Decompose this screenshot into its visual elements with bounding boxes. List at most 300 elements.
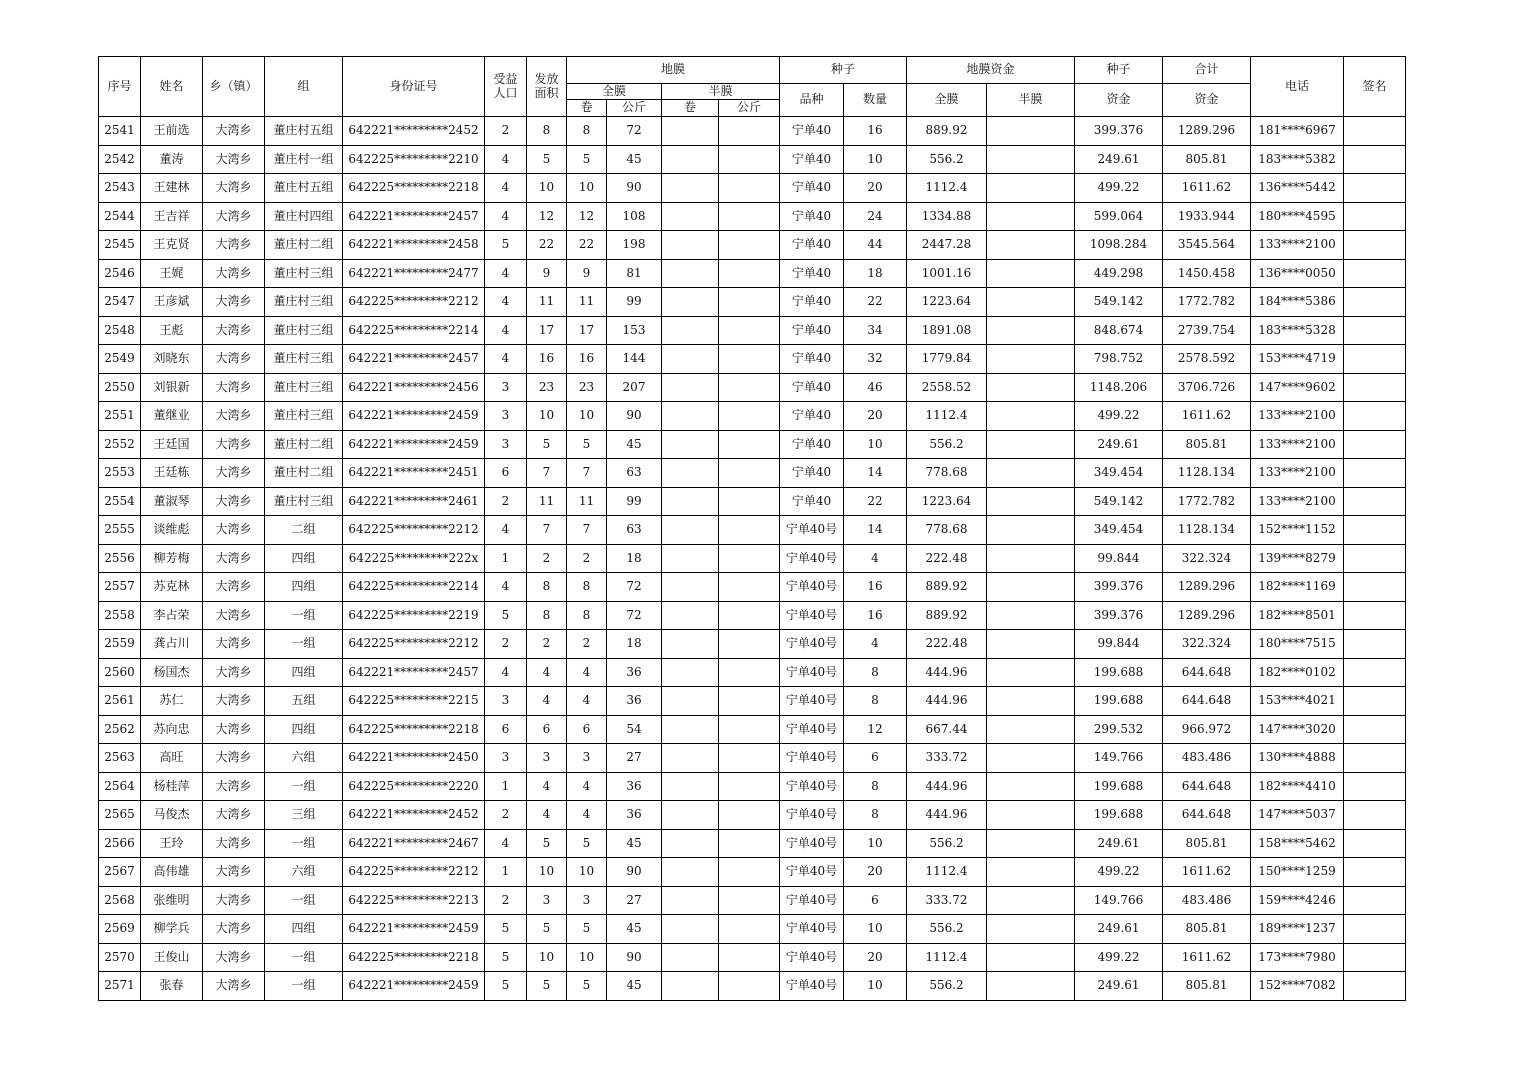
cell-township: 大湾乡 (203, 801, 265, 830)
cell-half-kg (719, 943, 780, 972)
cell-beneficiaries: 1 (485, 858, 527, 887)
table-row (99, 430, 1406, 459)
cell-township: 大湾乡 (203, 316, 265, 345)
cell-full-film-funds: 444.96 (907, 687, 987, 716)
cell-half-kg (719, 288, 780, 317)
cell-total-funds: 1611.62 (1163, 943, 1251, 972)
cell-half-kg (719, 259, 780, 288)
cell-beneficiaries: 5 (485, 231, 527, 260)
cell-group: 董庄村三组 (265, 316, 343, 345)
cell-quantity: 10 (844, 915, 907, 944)
cell-variety: 宁单40号 (780, 801, 844, 830)
cell-id-number: 642221*********2459 (343, 430, 485, 459)
cell-full-kg: 45 (607, 915, 662, 944)
cell-beneficiaries: 4 (485, 174, 527, 203)
header-seq: 序号 (99, 57, 141, 117)
cell-full-kg: 90 (607, 858, 662, 887)
cell-full-film-funds: 1001.16 (907, 259, 987, 288)
cell-full-roll: 8 (567, 117, 607, 146)
cell-area: 8 (527, 117, 567, 146)
cell-full-roll: 10 (567, 858, 607, 887)
cell-full-roll: 4 (567, 658, 607, 687)
cell-half-film-funds (987, 430, 1075, 459)
cell-quantity: 8 (844, 801, 907, 830)
cell-seq: 2557 (99, 573, 141, 602)
cell-full-roll: 9 (567, 259, 607, 288)
cell-half-kg (719, 744, 780, 773)
cell-phone: 153****4021 (1251, 687, 1344, 716)
cell-signature (1344, 430, 1406, 459)
cell-full-film-funds: 1112.4 (907, 402, 987, 431)
header-seed-funds-bottom: 资金 (1075, 84, 1163, 117)
cell-total-funds: 1772.782 (1163, 487, 1251, 516)
cell-quantity: 10 (844, 829, 907, 858)
cell-group: 四组 (265, 658, 343, 687)
cell-seed-funds: 399.376 (1075, 601, 1163, 630)
cell-area: 4 (527, 658, 567, 687)
table-row (99, 915, 1406, 944)
cell-id-number: 642221*********2461 (343, 487, 485, 516)
cell-half-roll (662, 231, 719, 260)
cell-name: 王廷国 (141, 430, 203, 459)
cell-quantity: 10 (844, 972, 907, 1001)
table-row (99, 573, 1406, 602)
cell-area: 5 (527, 829, 567, 858)
cell-signature (1344, 316, 1406, 345)
cell-total-funds: 644.648 (1163, 658, 1251, 687)
cell-quantity: 16 (844, 601, 907, 630)
cell-seq: 2568 (99, 886, 141, 915)
cell-seed-funds: 599.064 (1075, 202, 1163, 231)
cell-full-roll: 2 (567, 544, 607, 573)
cell-full-film-funds: 889.92 (907, 573, 987, 602)
cell-total-funds: 805.81 (1163, 915, 1251, 944)
cell-half-film-funds (987, 174, 1075, 203)
header-film-funds: 地膜资金 (907, 57, 1075, 84)
cell-half-film-funds (987, 744, 1075, 773)
cell-id-number: 642225*********2215 (343, 687, 485, 716)
cell-half-roll (662, 459, 719, 488)
cell-total-funds: 483.486 (1163, 886, 1251, 915)
cell-beneficiaries: 1 (485, 772, 527, 801)
cell-area: 4 (527, 687, 567, 716)
cell-half-kg (719, 630, 780, 659)
cell-quantity: 8 (844, 658, 907, 687)
cell-half-roll (662, 573, 719, 602)
cell-name: 谈维彪 (141, 516, 203, 545)
cell-variety: 宁单40 (780, 145, 844, 174)
cell-area: 11 (527, 487, 567, 516)
cell-total-funds: 1128.134 (1163, 459, 1251, 488)
cell-township: 大湾乡 (203, 772, 265, 801)
cell-full-kg: 45 (607, 145, 662, 174)
cell-id-number: 642221*********2477 (343, 259, 485, 288)
cell-full-kg: 108 (607, 202, 662, 231)
cell-half-roll (662, 972, 719, 1001)
cell-half-kg (719, 402, 780, 431)
cell-variety: 宁单40 (780, 117, 844, 146)
cell-half-film-funds (987, 231, 1075, 260)
cell-group: 三组 (265, 801, 343, 830)
cell-half-roll (662, 430, 719, 459)
cell-half-roll (662, 373, 719, 402)
cell-full-roll: 10 (567, 943, 607, 972)
cell-area: 5 (527, 915, 567, 944)
cell-total-funds: 1450.458 (1163, 259, 1251, 288)
cell-quantity: 14 (844, 516, 907, 545)
cell-full-roll: 11 (567, 288, 607, 317)
cell-seed-funds: 349.454 (1075, 516, 1163, 545)
cell-half-roll (662, 288, 719, 317)
cell-id-number: 642221*********2457 (343, 345, 485, 374)
cell-signature (1344, 772, 1406, 801)
cell-half-roll (662, 687, 719, 716)
cell-id-number: 642225*********2218 (343, 715, 485, 744)
cell-variety: 宁单40号 (780, 829, 844, 858)
cell-seed-funds: 449.298 (1075, 259, 1163, 288)
cell-quantity: 8 (844, 687, 907, 716)
cell-total-funds: 1611.62 (1163, 858, 1251, 887)
cell-full-roll: 8 (567, 601, 607, 630)
cell-half-film-funds (987, 117, 1075, 146)
cell-full-film-funds: 889.92 (907, 601, 987, 630)
cell-township: 大湾乡 (203, 915, 265, 944)
cell-half-kg (719, 772, 780, 801)
cell-group: 一组 (265, 886, 343, 915)
cell-beneficiaries: 2 (485, 117, 527, 146)
cell-phone: 159****4246 (1251, 886, 1344, 915)
cell-township: 大湾乡 (203, 373, 265, 402)
cell-seed-funds: 249.61 (1075, 972, 1163, 1001)
cell-full-film-funds: 1334.88 (907, 202, 987, 231)
cell-quantity: 12 (844, 715, 907, 744)
cell-full-roll: 2 (567, 630, 607, 659)
cell-group: 二组 (265, 516, 343, 545)
cell-full-kg: 45 (607, 430, 662, 459)
cell-group: 一组 (265, 829, 343, 858)
table-row (99, 402, 1406, 431)
cell-half-film-funds (987, 459, 1075, 488)
cell-full-roll: 10 (567, 174, 607, 203)
cell-half-kg (719, 487, 780, 516)
cell-phone: 173****7980 (1251, 943, 1344, 972)
cell-group: 董庄村二组 (265, 430, 343, 459)
cell-id-number: 642225*********2214 (343, 573, 485, 602)
header-id-number: 身份证号 (343, 57, 485, 117)
cell-name: 王廷栋 (141, 459, 203, 488)
cell-half-kg (719, 915, 780, 944)
cell-variety: 宁单40 (780, 174, 844, 203)
cell-quantity: 8 (844, 772, 907, 801)
header-film: 地膜 (567, 57, 780, 84)
cell-full-roll: 5 (567, 430, 607, 459)
cell-id-number: 642225*********2220 (343, 772, 485, 801)
cell-half-kg (719, 117, 780, 146)
cell-variety: 宁单40号 (780, 630, 844, 659)
cell-name: 王玲 (141, 829, 203, 858)
cell-township: 大湾乡 (203, 259, 265, 288)
cell-id-number: 642225*********2219 (343, 601, 485, 630)
cell-id-number: 642221*********2456 (343, 373, 485, 402)
cell-full-roll: 8 (567, 573, 607, 602)
cell-quantity: 20 (844, 402, 907, 431)
cell-group: 六组 (265, 744, 343, 773)
cell-id-number: 642225*********2210 (343, 145, 485, 174)
cell-beneficiaries: 2 (485, 801, 527, 830)
cell-half-roll (662, 402, 719, 431)
cell-quantity: 46 (844, 373, 907, 402)
cell-half-kg (719, 202, 780, 231)
cell-id-number: 642221*********2458 (343, 231, 485, 260)
cell-signature (1344, 259, 1406, 288)
header-signature: 签名 (1344, 57, 1406, 117)
cell-full-kg: 63 (607, 459, 662, 488)
cell-quantity: 6 (844, 886, 907, 915)
cell-area: 10 (527, 858, 567, 887)
cell-id-number: 642225*********2212 (343, 288, 485, 317)
cell-total-funds: 1611.62 (1163, 402, 1251, 431)
cell-full-kg: 72 (607, 601, 662, 630)
cell-half-roll (662, 858, 719, 887)
cell-full-kg: 90 (607, 943, 662, 972)
header-area (527, 57, 567, 117)
cell-phone: 133****2100 (1251, 231, 1344, 260)
cell-full-roll: 16 (567, 345, 607, 374)
cell-half-kg (719, 516, 780, 545)
cell-group: 五组 (265, 687, 343, 716)
cell-signature (1344, 117, 1406, 146)
cell-half-kg (719, 801, 780, 830)
cell-full-film-funds: 556.2 (907, 915, 987, 944)
cell-full-roll: 23 (567, 373, 607, 402)
cell-name: 董继业 (141, 402, 203, 431)
cell-group: 一组 (265, 601, 343, 630)
cell-full-film-funds: 222.48 (907, 630, 987, 659)
cell-seq: 2564 (99, 772, 141, 801)
cell-total-funds: 644.648 (1163, 801, 1251, 830)
cell-variety: 宁单40 (780, 288, 844, 317)
cell-signature (1344, 174, 1406, 203)
header-half-film-funds: 半膜 (987, 84, 1075, 117)
cell-seq: 2553 (99, 459, 141, 488)
cell-name: 苏向忠 (141, 715, 203, 744)
cell-variety: 宁单40号 (780, 601, 844, 630)
cell-name: 刘晓东 (141, 345, 203, 374)
cell-half-roll (662, 345, 719, 374)
cell-variety: 宁单40号 (780, 972, 844, 1001)
cell-signature (1344, 516, 1406, 545)
cell-total-funds: 1289.296 (1163, 117, 1251, 146)
cell-phone: 158****5462 (1251, 829, 1344, 858)
cell-half-film-funds (987, 288, 1075, 317)
cell-full-roll: 3 (567, 744, 607, 773)
table-row (99, 715, 1406, 744)
cell-id-number: 642221*********2457 (343, 658, 485, 687)
cell-quantity: 4 (844, 630, 907, 659)
cell-phone: 133****2100 (1251, 487, 1344, 516)
cell-id-number: 642225*********2218 (343, 943, 485, 972)
cell-group: 一组 (265, 972, 343, 1001)
cell-seed-funds: 199.688 (1075, 687, 1163, 716)
cell-full-film-funds: 333.72 (907, 744, 987, 773)
cell-full-kg: 36 (607, 772, 662, 801)
cell-quantity: 22 (844, 487, 907, 516)
cell-full-film-funds: 556.2 (907, 829, 987, 858)
cell-seed-funds: 249.61 (1075, 829, 1163, 858)
cell-beneficiaries: 4 (485, 658, 527, 687)
cell-half-film-funds (987, 801, 1075, 830)
cell-seed-funds: 399.376 (1075, 117, 1163, 146)
cell-name: 王前选 (141, 117, 203, 146)
cell-name: 苏克林 (141, 573, 203, 602)
table-body (99, 117, 1406, 1001)
cell-half-kg (719, 145, 780, 174)
header-full-film-funds: 全膜 (907, 84, 987, 117)
cell-half-film-funds (987, 772, 1075, 801)
cell-phone: 136****5442 (1251, 174, 1344, 203)
cell-beneficiaries: 5 (485, 943, 527, 972)
cell-full-film-funds: 444.96 (907, 801, 987, 830)
cell-township: 大湾乡 (203, 601, 265, 630)
cell-full-film-funds: 222.48 (907, 544, 987, 573)
cell-total-funds: 805.81 (1163, 145, 1251, 174)
cell-full-kg: 99 (607, 288, 662, 317)
table-header (99, 57, 1406, 117)
cell-township: 大湾乡 (203, 117, 265, 146)
table-row (99, 801, 1406, 830)
cell-seed-funds: 499.22 (1075, 402, 1163, 431)
cell-signature (1344, 886, 1406, 915)
cell-half-kg (719, 829, 780, 858)
table-row (99, 174, 1406, 203)
cell-half-roll (662, 772, 719, 801)
cell-signature (1344, 744, 1406, 773)
cell-full-roll: 4 (567, 687, 607, 716)
cell-name: 王彦斌 (141, 288, 203, 317)
cell-area: 7 (527, 459, 567, 488)
cell-seed-funds: 199.688 (1075, 658, 1163, 687)
cell-phone: 136****0050 (1251, 259, 1344, 288)
cell-seq: 2541 (99, 117, 141, 146)
cell-full-kg: 45 (607, 829, 662, 858)
cell-name: 王俊山 (141, 943, 203, 972)
cell-name: 董涛 (141, 145, 203, 174)
cell-beneficiaries: 3 (485, 430, 527, 459)
cell-quantity: 20 (844, 174, 907, 203)
cell-area: 10 (527, 943, 567, 972)
cell-signature (1344, 402, 1406, 431)
cell-variety: 宁单40号 (780, 715, 844, 744)
cell-group: 董庄村二组 (265, 231, 343, 260)
cell-area: 6 (527, 715, 567, 744)
cell-seq: 2561 (99, 687, 141, 716)
cell-variety: 宁单40号 (780, 886, 844, 915)
cell-half-roll (662, 715, 719, 744)
cell-beneficiaries: 4 (485, 288, 527, 317)
cell-variety: 宁单40号 (780, 943, 844, 972)
cell-full-kg: 36 (607, 801, 662, 830)
cell-beneficiaries: 4 (485, 202, 527, 231)
cell-beneficiaries: 3 (485, 373, 527, 402)
cell-seed-funds: 149.766 (1075, 886, 1163, 915)
cell-total-funds: 3545.564 (1163, 231, 1251, 260)
cell-name: 龚占川 (141, 630, 203, 659)
cell-full-kg: 90 (607, 174, 662, 203)
cell-township: 大湾乡 (203, 345, 265, 374)
cell-half-roll (662, 744, 719, 773)
cell-half-film-funds (987, 658, 1075, 687)
cell-signature (1344, 915, 1406, 944)
cell-group: 董庄村五组 (265, 117, 343, 146)
cell-full-roll: 4 (567, 772, 607, 801)
cell-beneficiaries: 3 (485, 402, 527, 431)
cell-half-film-funds (987, 544, 1075, 573)
cell-half-roll (662, 145, 719, 174)
cell-seed-funds: 199.688 (1075, 772, 1163, 801)
cell-phone: 152****1152 (1251, 516, 1344, 545)
cell-id-number: 642221*********2457 (343, 202, 485, 231)
cell-full-film-funds: 778.68 (907, 516, 987, 545)
cell-total-funds: 1933.944 (1163, 202, 1251, 231)
cell-id-number: 642225*********2214 (343, 316, 485, 345)
cell-half-roll (662, 316, 719, 345)
cell-township: 大湾乡 (203, 231, 265, 260)
cell-variety: 宁单40 (780, 373, 844, 402)
cell-half-film-funds (987, 715, 1075, 744)
cell-full-film-funds: 1779.84 (907, 345, 987, 374)
cell-half-kg (719, 459, 780, 488)
cell-id-number: 642221*********2452 (343, 801, 485, 830)
header-beneficiaries-line1: 受益 (493, 72, 518, 87)
cell-township: 大湾乡 (203, 516, 265, 545)
cell-area: 16 (527, 345, 567, 374)
cell-phone: 150****1259 (1251, 858, 1344, 887)
cell-group: 四组 (265, 573, 343, 602)
cell-seq: 2547 (99, 288, 141, 317)
cell-half-film-funds (987, 972, 1075, 1001)
header-township: 乡（镇） (203, 57, 265, 117)
cell-half-film-funds (987, 259, 1075, 288)
cell-id-number: 642225*********222x (343, 544, 485, 573)
cell-phone: 183****5382 (1251, 145, 1344, 174)
cell-area: 12 (527, 202, 567, 231)
cell-full-roll: 5 (567, 915, 607, 944)
cell-full-film-funds: 444.96 (907, 772, 987, 801)
cell-id-number: 642221*********2450 (343, 744, 485, 773)
cell-seq: 2554 (99, 487, 141, 516)
cell-full-roll: 10 (567, 402, 607, 431)
cell-total-funds: 2578.592 (1163, 345, 1251, 374)
cell-signature (1344, 544, 1406, 573)
table-row (99, 487, 1406, 516)
cell-full-roll: 11 (567, 487, 607, 516)
cell-phone: 133****2100 (1251, 459, 1344, 488)
cell-seed-funds: 149.766 (1075, 744, 1163, 773)
cell-seed-funds: 499.22 (1075, 858, 1163, 887)
header-area-line2: 面积 (534, 85, 559, 100)
cell-name: 柳学兵 (141, 915, 203, 944)
cell-beneficiaries: 3 (485, 687, 527, 716)
cell-quantity: 24 (844, 202, 907, 231)
cell-half-roll (662, 516, 719, 545)
cell-group: 董庄村三组 (265, 487, 343, 516)
cell-half-film-funds (987, 373, 1075, 402)
cell-full-kg: 18 (607, 544, 662, 573)
cell-half-kg (719, 601, 780, 630)
table-row (99, 288, 1406, 317)
cell-id-number: 642221*********2459 (343, 915, 485, 944)
cell-seq: 2566 (99, 829, 141, 858)
